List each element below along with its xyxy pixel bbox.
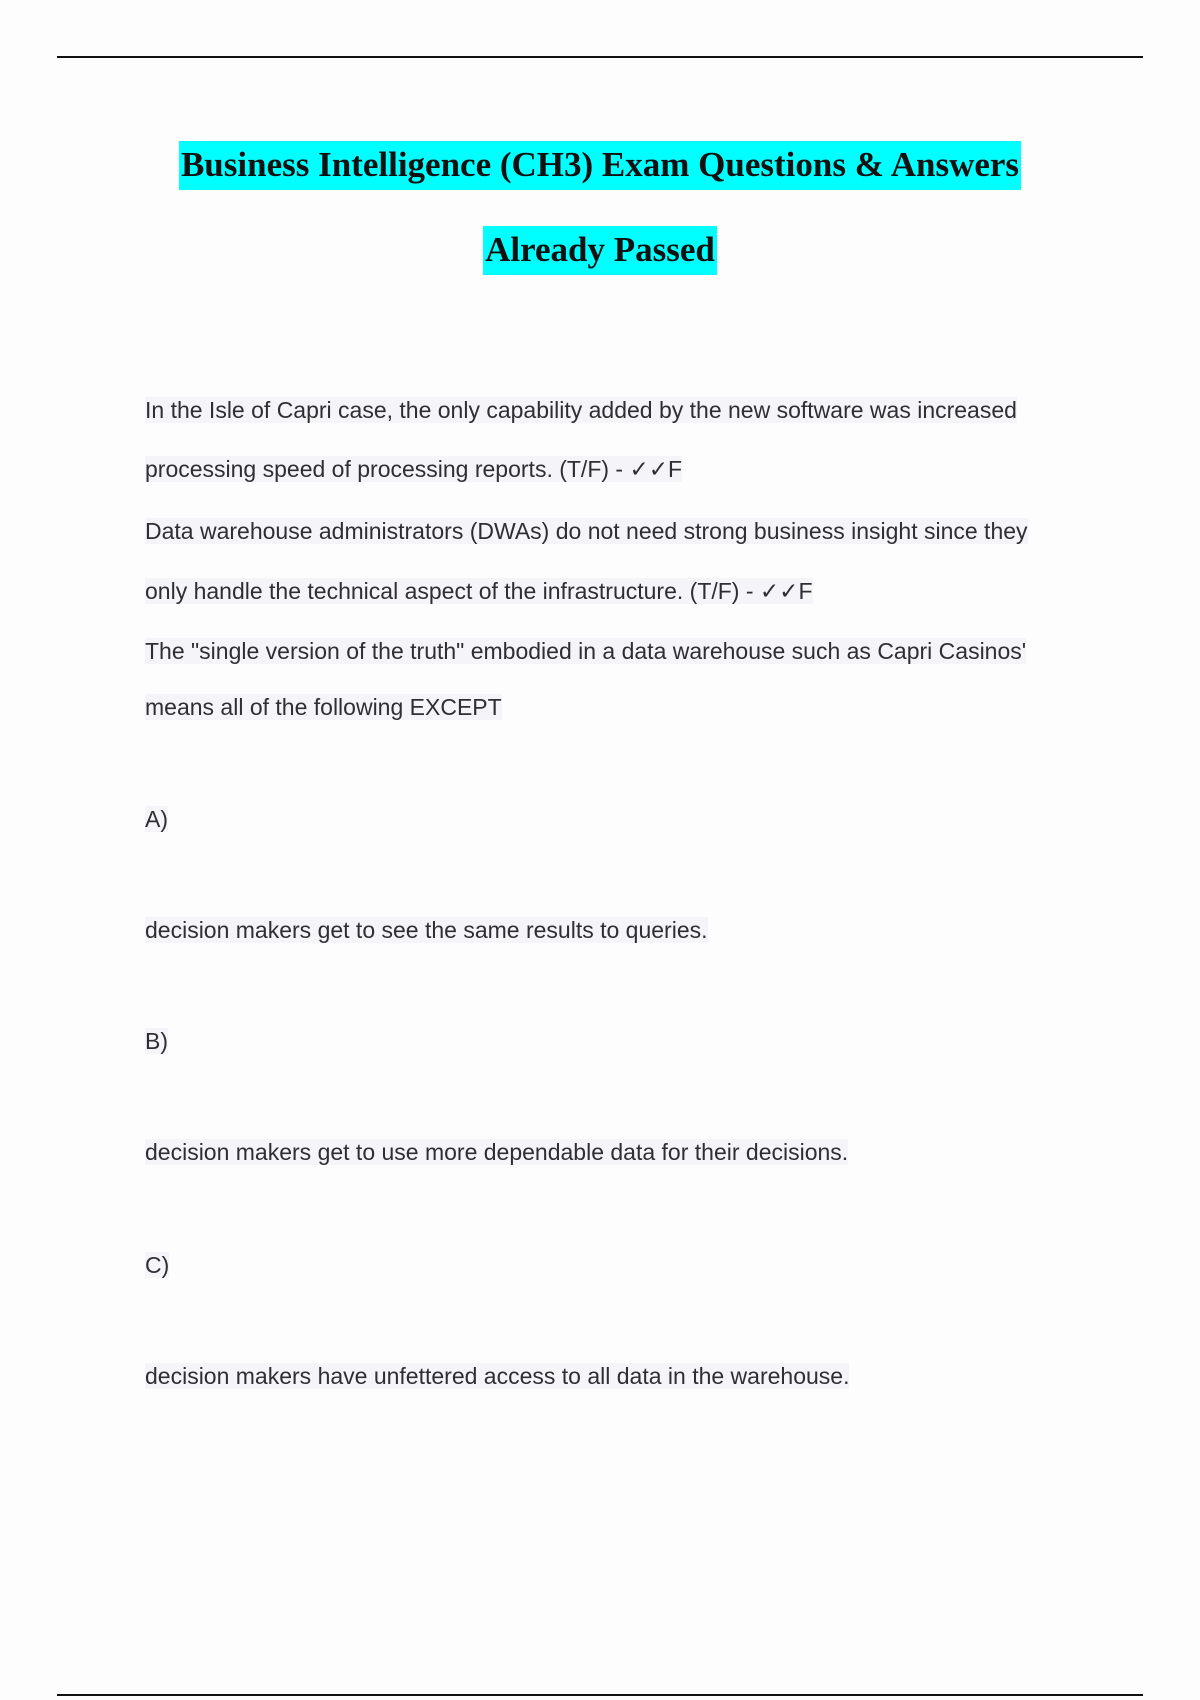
option-c-label: C)	[145, 1252, 170, 1278]
question-1-line-2: processing speed of processing reports. (T/F) - ✓✓F	[145, 456, 683, 482]
option-b-text: decision makers get to use more dependable data for their decisions.	[145, 1139, 849, 1165]
bottom-rule	[57, 1694, 1143, 1696]
document-title-line-2: Already Passed	[0, 230, 1200, 270]
document-title-line-1: Business Intelligence (CH3) Exam Questions & Answers	[0, 145, 1200, 185]
question-1-line-1: In the Isle of Capri case, the only capability added by the new software was increased	[145, 397, 1017, 423]
option-c-text: decision makers have unfettered access to all data in the warehouse.	[145, 1363, 850, 1389]
top-rule	[57, 56, 1143, 58]
question-3-line-2: means all of the following EXCEPT	[145, 694, 502, 720]
option-b-label: B)	[145, 1028, 168, 1054]
option-a-text: decision makers get to see the same results to queries.	[145, 917, 708, 943]
question-3-line-1: The "single version of the truth" embodied in a data warehouse such as Capri Casinos'	[145, 638, 1027, 664]
question-2-line-1: Data warehouse administrators (DWAs) do not need strong business insight since they	[145, 518, 1028, 544]
option-a-label: A)	[145, 806, 168, 832]
question-2-line-2: only handle the technical aspect of the infrastructure. (T/F) - ✓✓F	[145, 578, 813, 604]
